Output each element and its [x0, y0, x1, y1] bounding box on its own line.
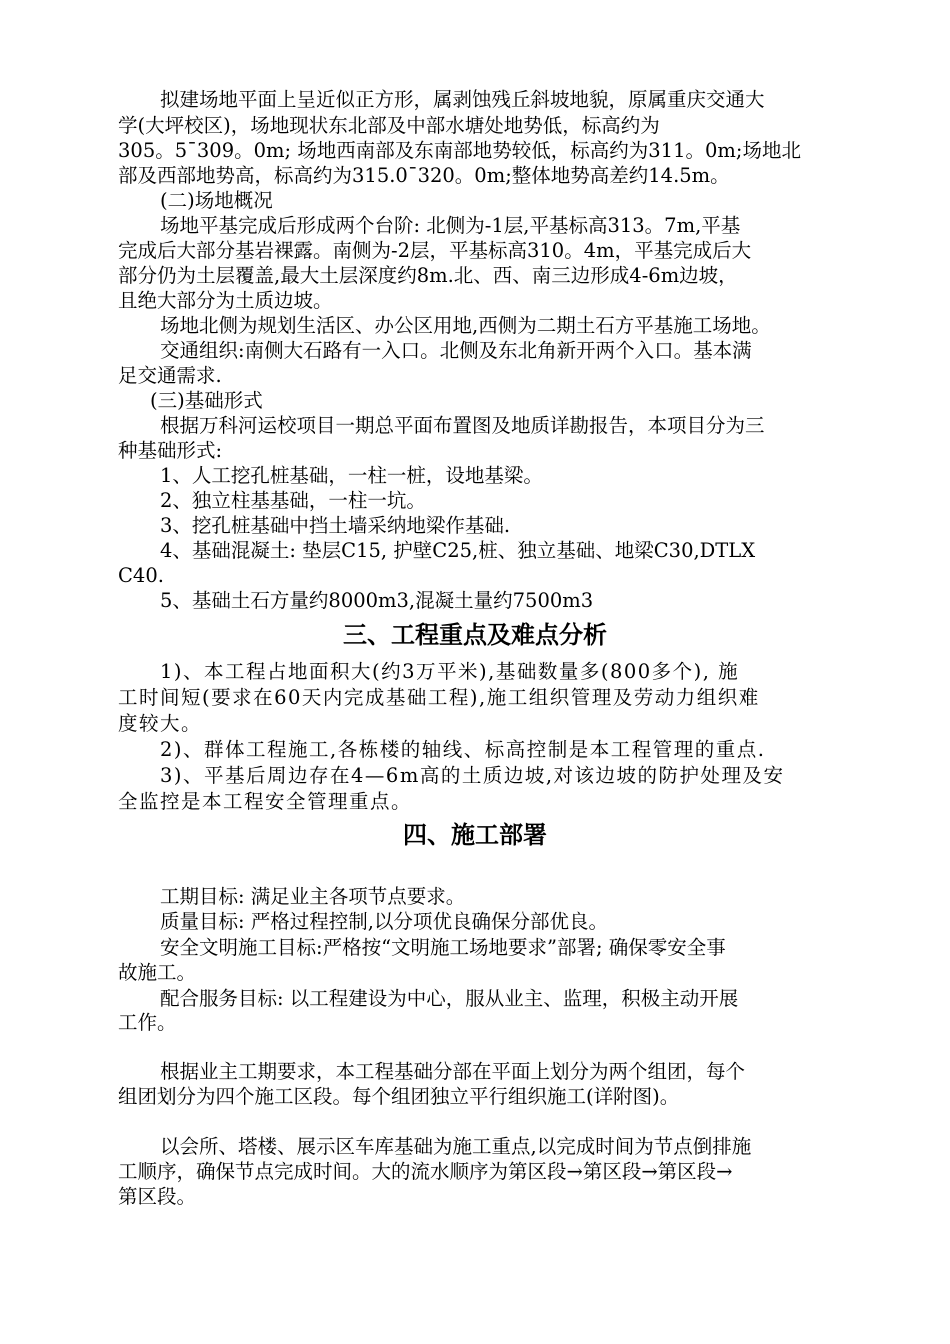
list-item: 4、基础混凝土: 垫层C15, 护壁C25,桩、独立基础、地梁C30,DTLX — [160, 539, 756, 562]
text-line: 根据业主工期要求，本工程基础分部在平面上划分为两个组团，每个 — [160, 1060, 746, 1083]
text-line: 工期目标: 满足业主各项节点要求。 — [160, 885, 466, 908]
text-line: 以会所、塔楼、展示区车库基础为施工重点,以完成时间为节点倒排施 — [160, 1135, 752, 1158]
text-line: 全监控是本工程安全管理重点。 — [118, 790, 413, 813]
list-item: C40. — [118, 564, 164, 587]
text-line: 拟建场地平面上呈近似正方形，属剥蚀残丘斜坡地貌，原属重庆交通大 — [160, 88, 765, 111]
text-line: 种基础形式: — [118, 439, 223, 462]
text-line: 场地北侧为规划生活区、办公区用地,西侧为二期土石方平基施工场地。 — [160, 314, 771, 337]
text-line: 配合服务目标: 以工程建设为中心，服从业主、监理，积极主动开展 — [160, 987, 739, 1010]
text-line: 工时间短(要求在60天内完成基础工程),施工组织管理及劳动力组织难 — [118, 686, 760, 709]
text-line: 305。5¯309。0m; 场地西南部及东南部地势较低，标高约为311。0m;场地北 — [118, 139, 801, 162]
text-line: 3)、平基后周边存在4—6m高的土质边坡,对该边坡的防护处理及安 — [160, 764, 785, 787]
text-line: 第区段。 — [118, 1185, 197, 1208]
text-line: 场地平基完成后形成两个台阶: 北侧为-1层,平基标高313。7m,平基 — [160, 214, 741, 237]
text-line: 工顺序，确保节点完成时间。大的流水顺序为第区段→第区段→第区段→ — [118, 1160, 733, 1183]
text-line: 度较大。 — [118, 712, 203, 735]
text-line: 完成后大部分基岩裸露。南侧为-2层，平基标高310。4m，平基完成后大 — [118, 239, 752, 262]
text-line: 2)、群体工程施工,各栋楼的轴线、标高控制是本工程管理的重点. — [160, 738, 766, 761]
text-line: 足交通需求. — [118, 364, 222, 387]
text-line: 且绝大部分为土质边坡。 — [118, 289, 333, 312]
subsection-title: (二)场地概况 — [160, 189, 273, 212]
text-line: 1)、本工程占地面积大(约3万平米),基础数量多(800多个), 施 — [160, 660, 740, 683]
list-item: 2、独立柱基基础，一柱一坑。 — [160, 489, 426, 512]
subsection-title: (三)基础形式 — [150, 389, 263, 412]
text-line: 学(大坪校区)，场地现状东北部及中部水塘处地势低，标高约为 — [118, 114, 660, 137]
list-item: 1、人工挖孔桩基础，一柱一桩，设地基梁。 — [160, 464, 543, 487]
text-line: 组团划分为四个施工区段。每个组团独立平行组织施工(详附图)。 — [118, 1085, 680, 1108]
list-item: 3、挖孔桩基础中挡土墙采纳地梁作基础. — [160, 514, 511, 537]
list-item: 5、基础土石方量约8000m3,混凝土量约7500m3 — [160, 589, 594, 612]
text-line: 质量目标: 严格过程控制,以分项优良确保分部优良。 — [160, 910, 608, 933]
section-heading: 三、工程重点及难点分析 — [343, 621, 607, 649]
text-line: 根据万科河运校项目一期总平面布置图及地质详勘报告，本项目分为三 — [160, 414, 765, 437]
text-line: 安全文明施工目标:严格按“文明施工场地要求”部署; 确保零安全事 — [160, 936, 726, 959]
text-line: 工作。 — [118, 1011, 177, 1034]
text-line: 交通组织:南侧大石路有一入口。北侧及东北角新开两个入口。基本满 — [160, 339, 752, 362]
section-heading: 四、施工部署 — [403, 821, 547, 849]
text-line: 故施工。 — [118, 961, 197, 984]
text-line: 部分仍为土层覆盖,最大土层深度约8m.北、西、南三边形成4-6m边坡， — [118, 264, 738, 287]
text-line: 部及西部地势高，标高约为315.0¯320。0m;整体地势高差约14.5m。 — [118, 164, 730, 187]
